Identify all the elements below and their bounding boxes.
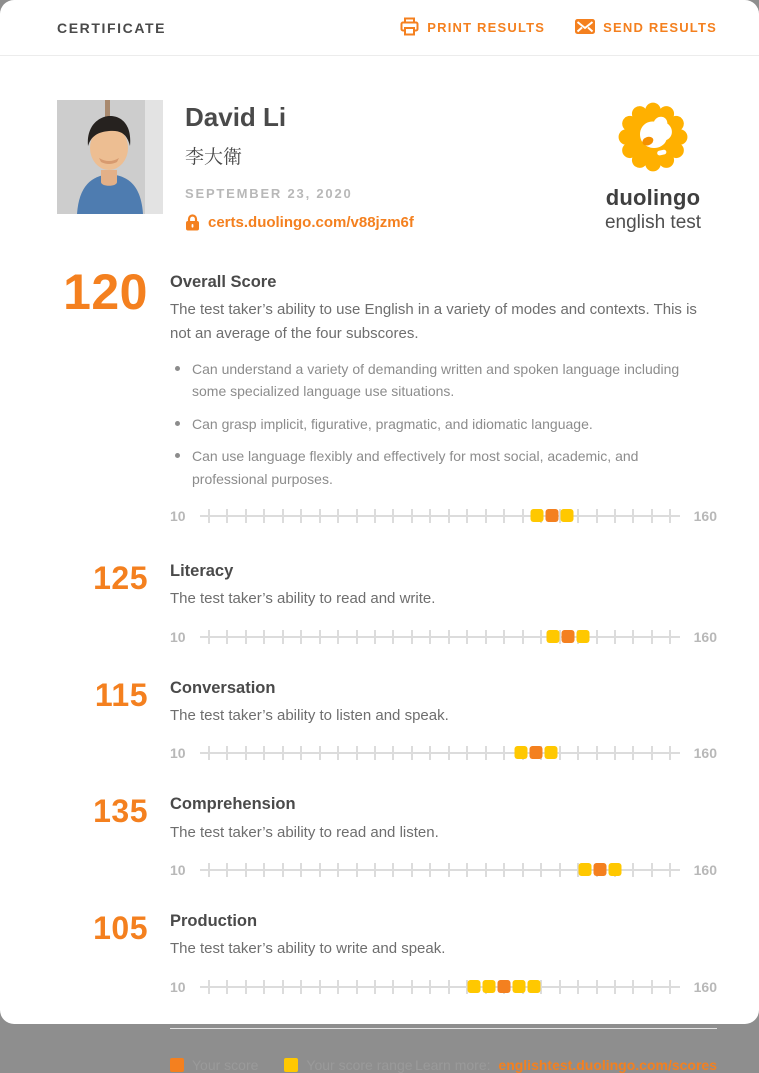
scale-tick	[632, 509, 634, 523]
score-block	[545, 509, 558, 522]
score-value: 115	[94, 676, 148, 713]
scale-tick	[208, 509, 210, 523]
scale-tick	[522, 863, 524, 877]
scale-tick	[614, 630, 616, 644]
scale-max-label: 160	[693, 861, 717, 878]
score-scale	[170, 629, 717, 645]
score-section	[57, 911, 717, 995]
scale-tick	[337, 746, 339, 760]
scale-tick	[392, 509, 394, 523]
scale-tick	[632, 746, 634, 760]
scale-track	[200, 980, 680, 994]
scale-tick	[466, 630, 468, 644]
scale-tick	[374, 630, 376, 644]
scale-tick	[448, 980, 450, 994]
scale-tick	[651, 509, 653, 523]
scale-tick	[466, 509, 468, 523]
test-date: SEPTEMBER 23, 2020	[185, 186, 353, 201]
scale-tick	[300, 746, 302, 760]
range-block	[467, 980, 480, 993]
score-details	[170, 911, 717, 995]
certificate-url-text: certs.duolingo.com/v88jzm6f	[208, 214, 414, 231]
send-results-label: SEND RESULTS	[603, 20, 717, 35]
score-details	[170, 272, 717, 524]
scale-tick	[392, 863, 394, 877]
score-scale	[170, 508, 717, 524]
scale-tick	[411, 509, 413, 523]
scale-tick	[632, 980, 634, 994]
scale-tick	[448, 863, 450, 877]
scale-tick	[632, 630, 634, 644]
scale-tick	[614, 746, 616, 760]
scale-tick	[577, 980, 579, 994]
brand-name: duolingo	[605, 185, 701, 210]
range-block	[512, 980, 525, 993]
score-title: Production	[170, 911, 258, 930]
scale-blocks	[530, 509, 573, 522]
learn-more-link[interactable]: englishtest.duolingo.com/scores	[498, 1056, 717, 1073]
score-block	[561, 630, 574, 643]
profile-photo	[57, 100, 163, 214]
scale-tick	[356, 630, 358, 644]
score-title: Conversation	[170, 678, 276, 697]
scale-tick	[429, 980, 431, 994]
bullet-item: Can grasp implicit, figurative, pragmatic, and idiomatic language.	[170, 413, 717, 435]
scale-tick	[522, 509, 524, 523]
scale-tick	[282, 630, 284, 644]
scale-tick	[522, 630, 524, 644]
scale-tick	[651, 746, 653, 760]
scale-tick	[596, 630, 598, 644]
scale-min-label: 10	[170, 978, 186, 995]
scale-tick	[356, 746, 358, 760]
scale-tick	[337, 863, 339, 877]
score-details	[170, 794, 717, 878]
scale-tick	[226, 509, 228, 523]
send-results-button[interactable]	[575, 19, 717, 37]
scale-max-label: 160	[693, 507, 717, 524]
envelope-icon	[575, 19, 595, 37]
scale-tick	[263, 630, 265, 644]
sections	[0, 234, 759, 995]
scale-tick	[263, 509, 265, 523]
footer	[0, 1028, 759, 1073]
score-title: Comprehension	[170, 795, 296, 814]
scale-tick	[282, 746, 284, 760]
brand-product: english test	[604, 212, 702, 233]
scale-tick	[208, 746, 210, 760]
header-actions	[400, 17, 717, 39]
scale-max-label: 160	[693, 628, 717, 645]
score-title: Overall Score	[170, 273, 277, 291]
score-description: The test taker’s ability to write and speak.	[170, 940, 446, 958]
scale-tick	[485, 746, 487, 760]
scale-tick	[448, 630, 450, 644]
footer-divider	[170, 1028, 717, 1029]
legend-your-score	[170, 1057, 258, 1073]
scale-tick	[632, 863, 634, 877]
scale-tick	[208, 630, 210, 644]
scale-tick	[559, 746, 561, 760]
scale-tick	[263, 863, 265, 877]
scale-tick	[392, 630, 394, 644]
scale-tick	[503, 863, 505, 877]
scale-track	[200, 509, 680, 523]
score-scale	[170, 745, 717, 761]
scale-tick	[559, 863, 561, 877]
score-section	[57, 678, 717, 762]
score-block	[529, 746, 542, 759]
scale-tick	[411, 746, 413, 760]
scale-tick	[614, 509, 616, 523]
legend-your-score-label: Your score	[192, 1056, 259, 1073]
scale-tick	[669, 630, 671, 644]
print-results-label: PRINT RESULTS	[427, 20, 546, 35]
score-value: 105	[93, 909, 148, 946]
scale-track	[200, 863, 680, 877]
scale-tick	[596, 509, 598, 523]
learn-more-label: Learn more:	[415, 1056, 491, 1073]
scale-tick	[226, 630, 228, 644]
score-bullets	[170, 358, 717, 490]
duolingo-badge-icon	[616, 100, 690, 179]
certificate-url-link[interactable]	[185, 214, 414, 231]
score-value: 135	[93, 793, 148, 830]
score-block	[593, 863, 606, 876]
score-block	[497, 980, 510, 993]
legend-score-range	[284, 1057, 412, 1073]
scale-tick	[577, 509, 579, 523]
scale-tick	[226, 746, 228, 760]
scale-tick	[596, 746, 598, 760]
scale-tick	[485, 863, 487, 877]
scale-tick	[300, 509, 302, 523]
scale-tick	[300, 630, 302, 644]
scale-tick	[485, 509, 487, 523]
range-block	[608, 863, 621, 876]
score-scale	[170, 862, 717, 878]
range-block	[576, 630, 589, 643]
scale-tick	[503, 746, 505, 760]
scale-max-label: 160	[693, 978, 717, 995]
range-block	[530, 509, 543, 522]
scale-tick	[282, 863, 284, 877]
scale-tick	[614, 980, 616, 994]
scale-min-label: 10	[170, 507, 186, 524]
range-block	[514, 746, 527, 759]
scale-tick	[540, 630, 542, 644]
score-description: The test taker’s ability to use English in a variety of modes and contexts. This is not an average of the four subscores.	[170, 301, 697, 342]
scale-tick	[411, 630, 413, 644]
header	[0, 0, 759, 56]
score-details	[170, 561, 717, 645]
score-section	[57, 264, 717, 524]
scale-tick	[226, 980, 228, 994]
bullet-item: Can understand a variety of demanding written and spoken language including some specialized language use situations.	[170, 358, 717, 403]
scale-min-label: 10	[170, 861, 186, 878]
scale-tick	[466, 746, 468, 760]
scale-tick	[374, 746, 376, 760]
score-swatch-icon	[170, 1058, 184, 1072]
range-block	[482, 980, 495, 993]
scale-tick	[411, 980, 413, 994]
scale-min-label: 10	[170, 628, 186, 645]
scale-tick	[337, 980, 339, 994]
scale-tick	[374, 509, 376, 523]
page-title: CERTIFICATE	[57, 19, 167, 36]
range-block	[560, 509, 573, 522]
scale-tick	[319, 746, 321, 760]
range-block	[544, 746, 557, 759]
test-taker-native-name: 李大衛	[185, 147, 243, 168]
scale-tick	[319, 509, 321, 523]
score-value: 125	[93, 559, 148, 596]
profile-section	[0, 56, 759, 234]
scale-tick	[374, 863, 376, 877]
scale-tick	[282, 509, 284, 523]
scale-tick	[392, 980, 394, 994]
scale-max-label: 160	[693, 745, 717, 762]
score-section	[57, 794, 717, 878]
scale-tick	[448, 746, 450, 760]
scale-tick	[374, 980, 376, 994]
scale-tick	[485, 630, 487, 644]
scale-tick	[226, 863, 228, 877]
score-description: The test taker’s ability to listen and speak.	[170, 707, 449, 725]
scale-tick	[337, 630, 339, 644]
scale-blocks	[546, 630, 589, 643]
scale-tick	[282, 980, 284, 994]
scale-tick	[356, 509, 358, 523]
legend-score-range-label: Your score range	[306, 1056, 413, 1073]
range-block	[527, 980, 540, 993]
score-scale	[170, 979, 717, 995]
scale-tick	[429, 746, 431, 760]
scale-tick	[429, 863, 431, 877]
learn-more	[415, 1057, 717, 1073]
range-swatch-icon	[284, 1058, 298, 1072]
scale-tick	[577, 746, 579, 760]
scale-tick	[448, 509, 450, 523]
print-results-button[interactable]	[400, 17, 545, 39]
scale-tick	[337, 509, 339, 523]
scale-tick	[245, 863, 247, 877]
scale-tick	[392, 746, 394, 760]
scale-tick	[263, 980, 265, 994]
score-title: Literacy	[170, 561, 234, 580]
bullet-item: Can use language flexibly and effectively for most social, academic, and professional purposes.	[170, 445, 717, 490]
range-block	[546, 630, 559, 643]
score-description: The test taker’s ability to read and write.	[170, 590, 436, 608]
scale-tick	[429, 509, 431, 523]
scale-tick	[245, 980, 247, 994]
score-description: The test taker’s ability to read and listen.	[170, 823, 439, 841]
scale-tick	[300, 863, 302, 877]
scale-blocks	[467, 980, 540, 993]
range-block	[578, 863, 591, 876]
scale-tick	[208, 980, 210, 994]
scale-tick	[669, 980, 671, 994]
lock-icon	[185, 214, 200, 231]
scale-blocks	[578, 863, 621, 876]
scale-tick	[263, 746, 265, 760]
scale-tick	[411, 863, 413, 877]
legend-row	[170, 1057, 717, 1073]
scale-tick	[300, 980, 302, 994]
printer-icon	[400, 17, 419, 39]
scale-tick	[429, 630, 431, 644]
score-section	[57, 561, 717, 645]
scale-tick	[669, 746, 671, 760]
scale-blocks	[514, 746, 557, 759]
scale-tick	[540, 863, 542, 877]
scale-tick	[669, 863, 671, 877]
scale-tick	[245, 509, 247, 523]
scale-min-label: 10	[170, 745, 186, 762]
scale-tick	[651, 863, 653, 877]
scale-tick	[319, 863, 321, 877]
profile-info	[185, 100, 414, 234]
scale-track	[200, 630, 680, 644]
scale-tick	[356, 863, 358, 877]
scale-track	[200, 746, 680, 760]
scale-tick	[208, 863, 210, 877]
scale-tick	[503, 509, 505, 523]
scale-tick	[319, 630, 321, 644]
brand-block	[589, 100, 717, 234]
scale-tick	[540, 980, 542, 994]
scale-tick	[319, 980, 321, 994]
scale-tick	[596, 980, 598, 994]
scale-tick	[559, 980, 561, 994]
scale-tick	[245, 746, 247, 760]
scale-tick	[651, 630, 653, 644]
scale-tick	[356, 980, 358, 994]
score-details	[170, 678, 717, 762]
scale-tick	[466, 863, 468, 877]
test-taker-name: David Li	[185, 102, 287, 132]
scale-tick	[245, 630, 247, 644]
score-value: 120	[63, 264, 148, 320]
scale-tick	[651, 980, 653, 994]
scale-tick	[503, 630, 505, 644]
scale-tick	[669, 509, 671, 523]
